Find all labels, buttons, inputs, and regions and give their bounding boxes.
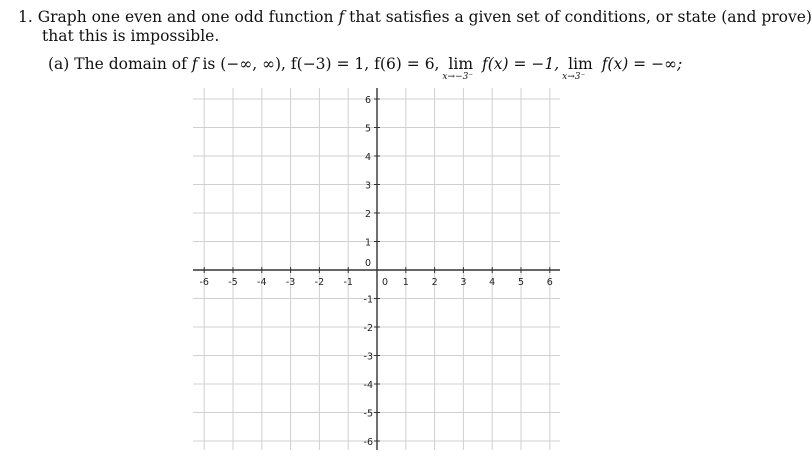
problem-number: 1.: [18, 8, 33, 26]
y-tick-label: 1: [364, 237, 371, 249]
limit-1-expression: f(x) = −1,: [481, 55, 560, 73]
x-tick-label: -6: [199, 277, 209, 288]
x-tick-label: 0: [381, 277, 389, 288]
x-tick-label: 1: [402, 277, 409, 288]
x-tick-label: -5: [228, 277, 238, 288]
problem-statement-line2: that this is impossible.: [42, 27, 220, 45]
y-tick-label: -3: [363, 351, 373, 363]
part-label: (a): [48, 55, 70, 73]
limit-2: lim x→3⁻: [562, 55, 593, 82]
y-tick-label: -1: [363, 294, 373, 306]
y-tick-label: 5: [364, 123, 371, 135]
limit-1: lim x→−3⁻: [442, 55, 474, 82]
y-tick-label: 0: [364, 258, 371, 269]
x-tick-label: 3: [460, 277, 467, 288]
x-tick-label: -1: [343, 277, 353, 288]
y-tick-label: -2: [363, 323, 373, 334]
problem-text-b: that satisfies a given set of conditions, or state (and prove): [344, 8, 812, 26]
x-tick-label: -4: [257, 277, 267, 288]
y-tick-label: 4: [364, 152, 371, 163]
limit-2-expression: f(x) = −∞;: [601, 55, 683, 73]
y-tick-label: 6: [364, 95, 371, 106]
function-symbol: f: [338, 8, 345, 26]
y-tick-label: -6: [363, 437, 373, 448]
x-tick-label: 6: [546, 277, 553, 288]
limit-1-subscript: x→−3⁻: [442, 72, 474, 82]
part-text-a: The domain of: [74, 55, 192, 73]
condition-2: f(6) = 6,: [374, 55, 440, 73]
y-tick-label: -5: [363, 408, 373, 420]
part-text-b: is (−∞, ∞),: [197, 55, 291, 73]
x-tick-label: -3: [285, 277, 296, 288]
x-tick-label: 2: [431, 277, 438, 288]
part-function-symbol: f: [191, 55, 198, 73]
y-tick-label: 2: [364, 209, 371, 220]
problem-text-a: Graph one even and one odd function: [37, 8, 339, 26]
x-tick-label: -2: [314, 277, 325, 288]
y-tick-label: -4: [363, 380, 373, 391]
limit-2-subscript: x→3⁻: [562, 72, 586, 82]
condition-1: f(−3) = 1,: [290, 55, 370, 73]
x-tick-label: 4: [489, 277, 496, 288]
y-tick-label: 3: [364, 180, 371, 192]
x-tick-label: 5: [517, 277, 525, 288]
